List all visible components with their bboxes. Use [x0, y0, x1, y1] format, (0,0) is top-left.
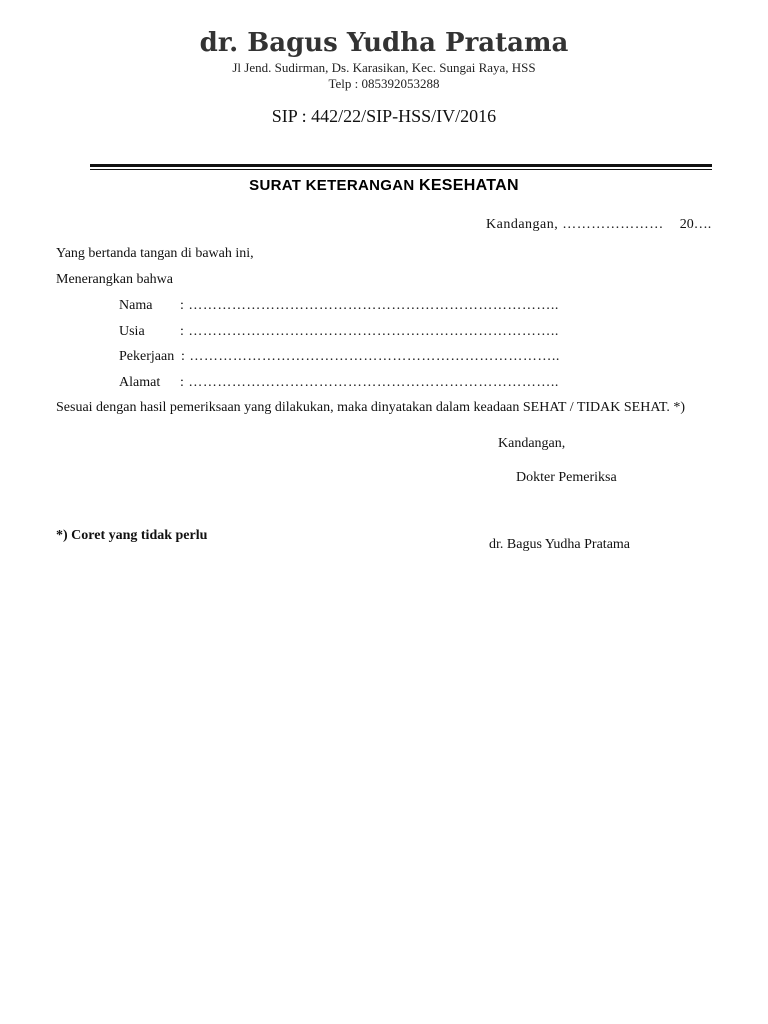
field-label-alamat: Alamat	[119, 375, 161, 390]
field-label-pekerjaan: Pekerjaan	[119, 349, 175, 364]
footnote: *) Coret yang tidak perlu	[56, 528, 208, 543]
header-divider-thick	[90, 164, 712, 167]
doctor-name-heading: dr. Bagus Yudha Pratama	[199, 28, 569, 58]
document-title-part2: KESEHATAN	[418, 177, 519, 194]
signature-role: Dokter Pemeriksa	[516, 470, 617, 485]
signature-place: Kandangan,	[498, 436, 566, 451]
date-line	[486, 217, 711, 233]
phone-line: Telp : 085392053288	[328, 76, 440, 91]
field-value-nama: : …………………………………………………………………..	[180, 298, 559, 313]
field-value-alamat: : …………………………………………………………………..	[180, 375, 559, 390]
intro-line-1: Yang bertanda tangan di bawah ini,	[56, 246, 254, 261]
date-place: Kandangan, …………………	[486, 217, 664, 232]
field-label-usia: Usia	[119, 324, 145, 339]
document-title	[0, 177, 768, 195]
header-divider-thin	[90, 169, 712, 170]
document-title-part1: SURAT KETERANGAN	[249, 177, 415, 194]
date-year: 20….	[679, 217, 712, 232]
field-value-usia: : …………………………………………………………………..	[180, 324, 559, 339]
sip-number: SIP : 442/22/SIP-HSS/IV/2016	[271, 106, 497, 126]
field-value-pekerjaan: : …………………………………………………………………..	[181, 349, 560, 364]
intro-line-2: Menerangkan bahwa	[56, 272, 174, 287]
health-statement: Sesuai dengan hasil pemeriksaan yang dilakukan, maka dinyatakan dalam keadaan SEHAT / TIDAK SEHAT. *)	[56, 400, 686, 415]
address-line: Jl Jend. Sudirman, Ds. Karasikan, Kec. Sungai Raya, HSS	[232, 60, 536, 75]
signature-name: dr. Bagus Yudha Pratama	[489, 537, 631, 552]
field-label-nama: Nama	[119, 298, 153, 313]
